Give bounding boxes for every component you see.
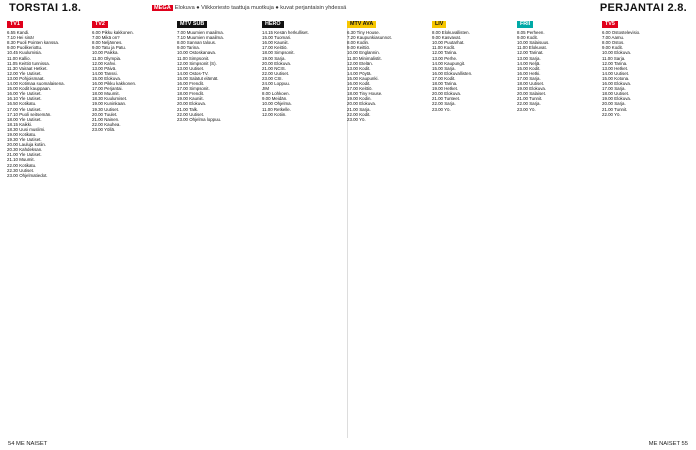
program-listing: 8.00 Lohkoen.: [262, 91, 290, 97]
program-listing: 23.00 Yö.: [347, 116, 366, 122]
program-listing: 20.30 Kahdeksan.: [7, 147, 43, 153]
program-listing: 21.00 Nainen.: [92, 116, 120, 122]
program-listing: 15.00 Sarja.: [432, 65, 456, 71]
program-listing: 16.00 Elokuva.: [602, 81, 632, 87]
program-listing: 22.00 Uutiset.: [177, 111, 205, 117]
program-listing: 8.00 Sannan talous.: [177, 40, 217, 46]
program-listing: 20.00 Lauluja kotiin.: [7, 142, 47, 148]
program-listing: 18.00 Uutiset.: [602, 91, 630, 97]
program-listing: 19.00 Kauniit.: [177, 96, 204, 102]
program-listing: 10.00 Ostoskanava.: [177, 50, 217, 56]
channel-column: [347, 21, 423, 437]
program-listing: 19.00 Elokuva.: [602, 96, 632, 102]
program-listing: 16.00 Elokuvallisten.: [432, 70, 473, 76]
program-listing: 10.00 Englannin.: [347, 50, 380, 56]
channel-column: [432, 21, 508, 437]
program-listing: 10.00 Salaisuus.: [517, 40, 550, 46]
program-listing: 11.00 Elokuvat.: [517, 45, 547, 51]
program-listing: 19.30 Yle Uutiset.: [7, 137, 42, 143]
program-listing: 23.00 Yöllä.: [92, 126, 116, 132]
channel-heading: HERO: [262, 21, 284, 28]
program-listing: 7.10 Hei sinä!: [7, 35, 34, 41]
right-footer: ME NAISET 55: [648, 441, 688, 447]
program-listing: 9.00 Kasvavat.: [432, 35, 462, 41]
program-listing: 17.00 Sarja.: [517, 75, 541, 81]
program-listing: 11.00 Kodit.: [432, 45, 456, 51]
program-listing: 16.00 Kodit.: [347, 81, 371, 87]
program-listing: 7.20 Kaupunkiasunnot.: [347, 35, 392, 41]
program-listing: 8.05 Perheen.: [517, 30, 545, 36]
program-listing: 15.00 Kodit kauppaan.: [7, 86, 51, 92]
program-listing: 6.00 Pikku kakkonen.: [92, 30, 134, 36]
channel-column: [602, 21, 678, 437]
program-listing: 21.00 Tunteet.: [432, 96, 461, 102]
program-listing: 20.00 Salaiset.: [517, 91, 547, 97]
program-listing: 13.00 Perhe.: [432, 55, 458, 61]
program-listing: 7.00 Aamu.: [602, 35, 625, 41]
program-listing: 15.00 Elokuva.: [92, 75, 122, 81]
program-listing: 18.30 Uusi muslimi.: [7, 126, 46, 132]
program-listing: 16.00 Frendit.: [177, 81, 205, 87]
program-listing: 8.00 Elokuvallisten.: [432, 30, 470, 36]
program-listing: 19.00 Elokuva.: [517, 86, 547, 92]
program-listing: 20.00 Elokuva.: [262, 60, 292, 66]
program-listing: 19.30 Uutiset.: [92, 106, 120, 112]
program-listing: 21.10 Muumit.: [7, 157, 35, 163]
program-listing: 12.00 Tarina.: [602, 60, 628, 66]
program-listing: 13.00 Pohjoismaat.: [7, 75, 45, 81]
program-listing: 12.00 Tarinat.: [517, 50, 544, 56]
program-listing: 18.15 Kaikki.: [7, 121, 33, 127]
program-listing: 20.00 Elokuva.: [432, 91, 462, 97]
program-listing: 12.00 Kotiin.: [262, 111, 287, 117]
program-listing: 7.00 Mikä on?: [92, 35, 120, 41]
program-listing: 21.00 Yle Uutiset.: [7, 152, 42, 158]
program-listing: 10.00 Ohjelma.: [262, 101, 292, 107]
program-listing: 7.00 Muumien maailma.: [177, 30, 224, 36]
program-listing: 18.00 Tarina.: [432, 81, 458, 87]
program-listing: 11.30 Vairaat Hetket.: [7, 65, 48, 71]
program-listing: 23.00 Ohjelma loppuu.: [177, 116, 222, 122]
program-listing: 23.00 Yö.: [517, 106, 536, 112]
program-listing: 6.30 Tiny House.: [347, 30, 380, 36]
program-listing: 14.00 Pöytä.: [347, 70, 372, 76]
program-listing: 13.00 Uutiset.: [177, 65, 205, 71]
program-listing: 17.00 Keittiö.: [347, 86, 373, 92]
program-listing: 9.00 Kodit.: [602, 45, 623, 51]
program-listing: 17.00 Sarja.: [602, 86, 626, 92]
program-listing: 12.00 Simpsonit (S).: [177, 60, 217, 66]
program-listing: 18.00 Frendit.: [177, 91, 205, 97]
program-listing: 6.00 Ostostelevisio.: [602, 30, 641, 36]
channel-heading: TV1: [7, 21, 23, 28]
program-listing: 13.00 Kodit.: [347, 65, 371, 71]
program-columns: [7, 21, 689, 437]
program-listing: 22.30 Uutiset.: [7, 167, 35, 173]
program-listing: 18.30 Kuulumiset.: [92, 96, 128, 102]
program-listing: 14.00 Uutiset.: [602, 70, 630, 76]
program-listing: 12.00 Yle Uutiset.: [7, 70, 42, 76]
program-listing: 11.00 Olympia.: [92, 55, 122, 61]
program-listing: 12.00 Etelän.: [347, 60, 373, 66]
program-listing: 22.00 Kodit.: [347, 111, 371, 117]
program-listing: 9.00 Kodit.: [517, 35, 538, 41]
program-listing: 18.00 Simpsonit.: [262, 50, 295, 56]
channel-column: [92, 21, 168, 437]
program-listing: 21.00 Sarja.: [347, 106, 371, 112]
program-listing: 14.15 Kesän herkulliset.: [262, 30, 309, 36]
program-listing: 18.00 Muumit.: [92, 91, 120, 97]
program-listing: 11.00 Retkelle.: [262, 106, 291, 112]
program-listing: 11.00 Minimalistit.: [347, 55, 382, 61]
program-listing: 14.00 Kaupungit.: [432, 60, 466, 66]
channel-heading: TV2: [92, 21, 108, 28]
program-listing: 21.00 Tunnit.: [602, 106, 628, 112]
program-listing: 10.45 Kuulumisia.: [7, 50, 42, 56]
program-listing: 14.00 Ostos-TV.: [177, 70, 209, 76]
program-listing: 14.00 Kotimaa suomalaisena.: [7, 81, 65, 87]
program-listing: 7.10 Muumien maailma.: [177, 35, 224, 41]
program-listing: 19.00 Hetket.: [432, 86, 459, 92]
program-listing: 13.00 Päivä.: [92, 65, 117, 71]
program-listing: 21.00 Talk.: [177, 106, 199, 112]
header-note: [152, 5, 346, 11]
program-listing: 17.00 Yle Uutiset.: [7, 106, 42, 112]
program-listing: 8.00 Ostos.: [602, 40, 625, 46]
program-listing: 18.00 Uutiset.: [517, 81, 545, 87]
note-tag: MEGA: [154, 5, 171, 11]
program-listing: 22.00 Sarja.: [432, 101, 456, 107]
program-listing: 21.00 Tunnit.: [517, 96, 543, 102]
program-listing: 9.00 Puolikeriottu.: [7, 45, 43, 51]
program-listing: 17.00 Keittiö.: [262, 45, 288, 51]
program-listing: 23.00 Ohjelmatiedot.: [7, 172, 48, 178]
program-listing: 14.00 Neljä.: [517, 60, 541, 66]
program-listing: 23.00 Yö.: [432, 106, 451, 112]
program-listing: 8.30 Puoli Pointen kanssa.: [7, 40, 59, 46]
channel-column: [177, 21, 253, 437]
program-listing: 16.00 Hetki.: [517, 70, 541, 76]
program-listing: 11.05 Keittiö tunnissa.: [7, 60, 50, 66]
program-listing: 17.00 Simpsonit.: [177, 86, 210, 92]
program-listing: 22.00 Sarja.: [517, 101, 541, 107]
channel-heading: LIV: [432, 21, 446, 28]
program-listing: 11.00 Kallio.: [7, 55, 31, 61]
program-listing: 9.00 Keittiö.: [347, 45, 371, 51]
program-listing: 17.00 Kodit.: [432, 75, 456, 81]
top-bar: [0, 0, 696, 18]
program-listing: 24.00 Loppuu.: [262, 81, 291, 87]
program-listing: 20.00 Elokuva.: [177, 101, 207, 107]
program-listing: JIM: [262, 86, 270, 92]
channel-heading: TV5: [602, 21, 618, 28]
channel-column: [517, 21, 593, 437]
program-listing: 16.10 Yle Uutiset.: [7, 96, 42, 102]
right-day-title: PERJANTAI 2.8.: [599, 2, 687, 14]
program-listing: 15.00 Tuomari.: [262, 35, 292, 41]
program-listing: 12.00 Tarina.: [432, 50, 458, 56]
left-footer: 54 ME NAISET: [8, 441, 48, 447]
program-listing: 11.00 Sarja.: [602, 55, 626, 61]
program-listing: 10.00 Paikka.: [92, 50, 119, 56]
program-listing: 13.00 Hetket.: [602, 65, 629, 71]
channel-heading: MTV AVA: [347, 21, 376, 28]
program-listing: 21.00 NCIS.: [262, 65, 286, 71]
program-listing: 15.00 Salatut elämät.: [177, 75, 219, 81]
program-listing: 14.00 Tanssi.: [92, 70, 118, 76]
program-listing: 8.00 Kodin.: [347, 40, 370, 46]
program-listing: 17.10 Puoli seitsemän.: [7, 111, 52, 117]
program-listing: 20.00 Sarja.: [602, 101, 626, 107]
program-listing: 12.00 Kahvi.: [92, 60, 117, 66]
program-listing: 13.00 Sarja.: [517, 55, 541, 61]
program-listing: 20.00 Elokuva.: [347, 101, 377, 107]
channel-column: [262, 21, 338, 437]
program-listing: 9.00 Tatu ja Patu.: [92, 45, 127, 51]
program-listing: 19.00 Kuninkaan.: [92, 101, 127, 107]
channel-heading: FRII: [517, 21, 533, 28]
program-listing: 11.00 Simpsonit.: [177, 55, 210, 61]
channel-heading: MTV SUB: [177, 21, 207, 28]
program-listing: 15.00 Kaupunki.: [347, 75, 379, 81]
program-listing: 22.00 Kotikatu.: [7, 162, 37, 168]
program-listing: 18.00 Yle Uutiset.: [7, 116, 42, 122]
left-day-title: TORSTAI 1.8.: [9, 2, 82, 14]
program-listing: 18.00 Tiny House.: [347, 91, 383, 97]
note-text: Elokuva ● Viikkoriesto taattuja muotkuja ● kuvat perjantaisin yhdessä: [174, 5, 347, 11]
program-listing: 10.00 Puutarhat.: [432, 40, 465, 46]
program-listing: 9.00 Tarina.: [177, 45, 200, 51]
program-listing: 17.00 Perjantai.: [92, 86, 123, 92]
program-listing: 8.00 Neljännes.: [92, 40, 123, 46]
program-listing: 19.00 Sarja.: [262, 55, 286, 61]
program-listing: 15.00 Kodit.: [517, 65, 541, 71]
program-listing: 23.00 CSI.: [262, 75, 283, 81]
program-listing: 16.00 Yle Uutiset.: [7, 91, 42, 97]
program-listing: 9.00 Meidän.: [262, 96, 288, 102]
program-listing: 10.00 Elokuva.: [602, 50, 632, 56]
program-listing: 19.00 Kotikatu.: [7, 131, 37, 137]
program-listing: 22.00 Yö.: [602, 111, 621, 117]
program-listing: 22.00 Uutiset.: [262, 70, 290, 76]
program-listing: 20.00 Tuulet.: [92, 111, 118, 117]
program-listing: 15.00 Kotona.: [602, 75, 630, 81]
program-listing: 16.50 Kotikatu.: [7, 101, 37, 107]
channel-column: [7, 21, 83, 437]
program-listing: 6.55 Kandi.: [7, 30, 30, 36]
program-listing: 19.00 Kodin.: [347, 96, 372, 102]
program-listing: 16.00 Pikku kakkonen.: [92, 81, 137, 87]
program-listing: 16.00 Kauniit.: [262, 40, 289, 46]
program-listing: 22.00 Kauhea.: [92, 121, 121, 127]
